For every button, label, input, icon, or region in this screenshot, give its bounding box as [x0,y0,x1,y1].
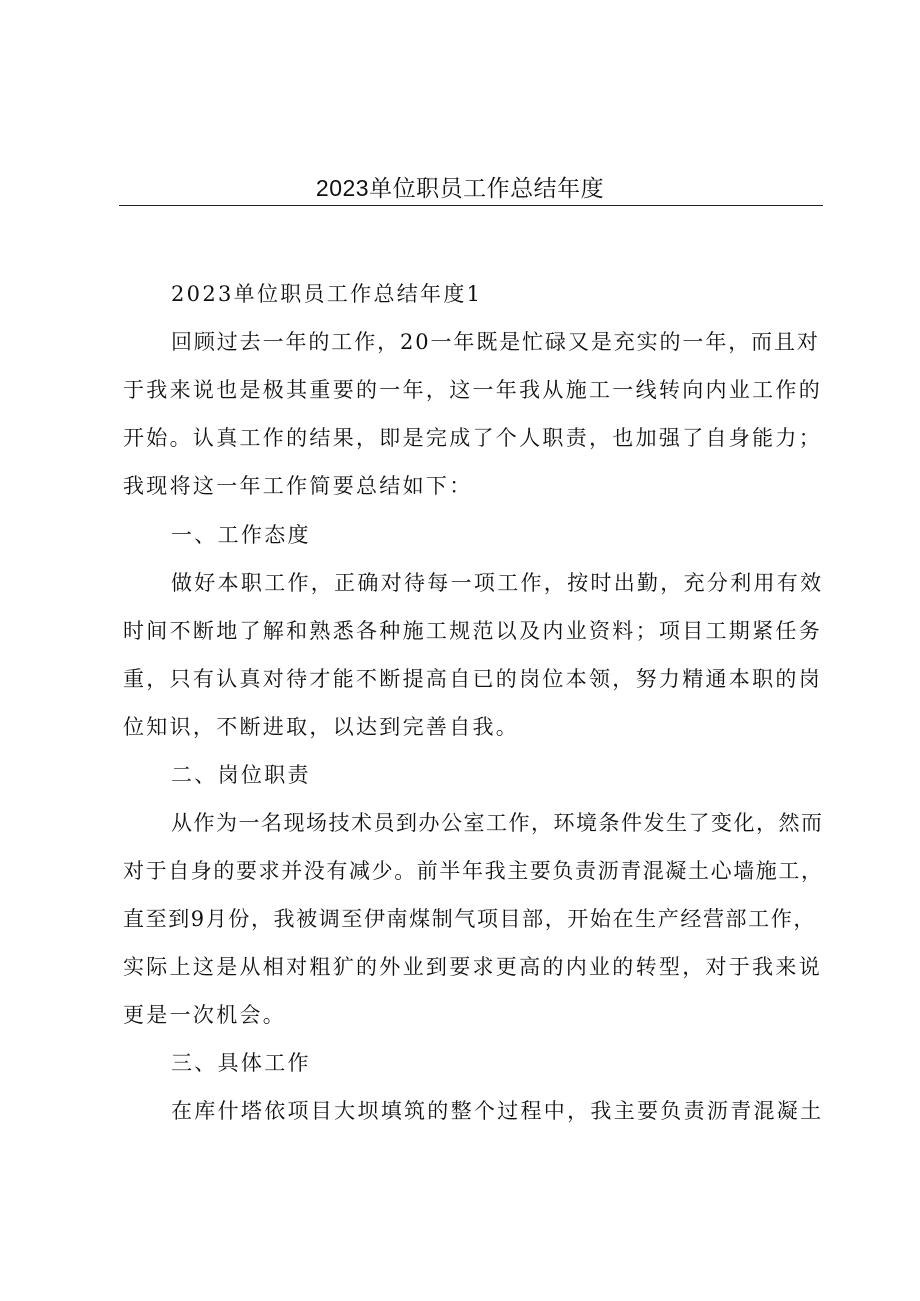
heading-job-duties: 二、岗位职责 [171,763,311,787]
paragraph-1-line-1: 回顾过去一年的工作，20一年既是忙碌又是充实的一年，而且对 [171,330,820,354]
heading-work-attitude: 一、工作态度 [171,523,311,547]
header-divider [119,205,823,206]
paragraph-3-line-3: 直至到9月份，我被调至伊南煤制气项目部，开始在生产经营部工作， [123,907,816,931]
paragraph-1-line-3: 开始。认真工作的结果，即是完成了个人职责，也加强了自身能力； [123,426,822,450]
paragraph-3-line-5: 更是一次机会。 [123,1003,287,1027]
paragraph-2-line-4: 位知识，不断进取，以达到完善自我。 [123,715,520,739]
paragraph-2-line-2: 时间不断地了解和熟悉各种施工规范以及内业资料；项目工期紧任务 [123,619,822,643]
heading-specific-work: 三、具体工作 [171,1051,311,1075]
paragraph-2-line-3: 重，只有认真对待才能不断提高自已的岗位本领，努力精通本职的岗 [123,667,822,691]
paragraph-2-line-1: 做好本职工作，正确对待每一项工作，按时出勤，充分利用有效 [171,571,824,595]
paragraph-1-line-2: 于我来说也是极其重要的一年，这一年我从施工一线转向内业工作的 [123,378,822,402]
paragraph-3-line-1: 从作为一名现场技术员到办公室工作，环境条件发生了变化，然而 [171,811,824,835]
paragraph-3-line-2: 对于自身的要求并没有减少。前半年我主要负责沥青混凝土心墙施工， [123,859,824,883]
section-title: 2023单位职员工作总结年度1 [171,282,483,306]
document-header-title: 2023单位职员工作总结年度 [315,175,605,201]
paragraph-1-line-4: 我现将这一年工作简要总结如下： [123,474,473,498]
paragraph-3-line-4: 实际上这是从相对粗犷的外业到要求更高的内业的转型，对于我来说 [123,955,822,979]
paragraph-4-line-1: 在库什塔依项目大坝填筑的整个过程中，我主要负责沥青混凝土 [171,1099,824,1123]
